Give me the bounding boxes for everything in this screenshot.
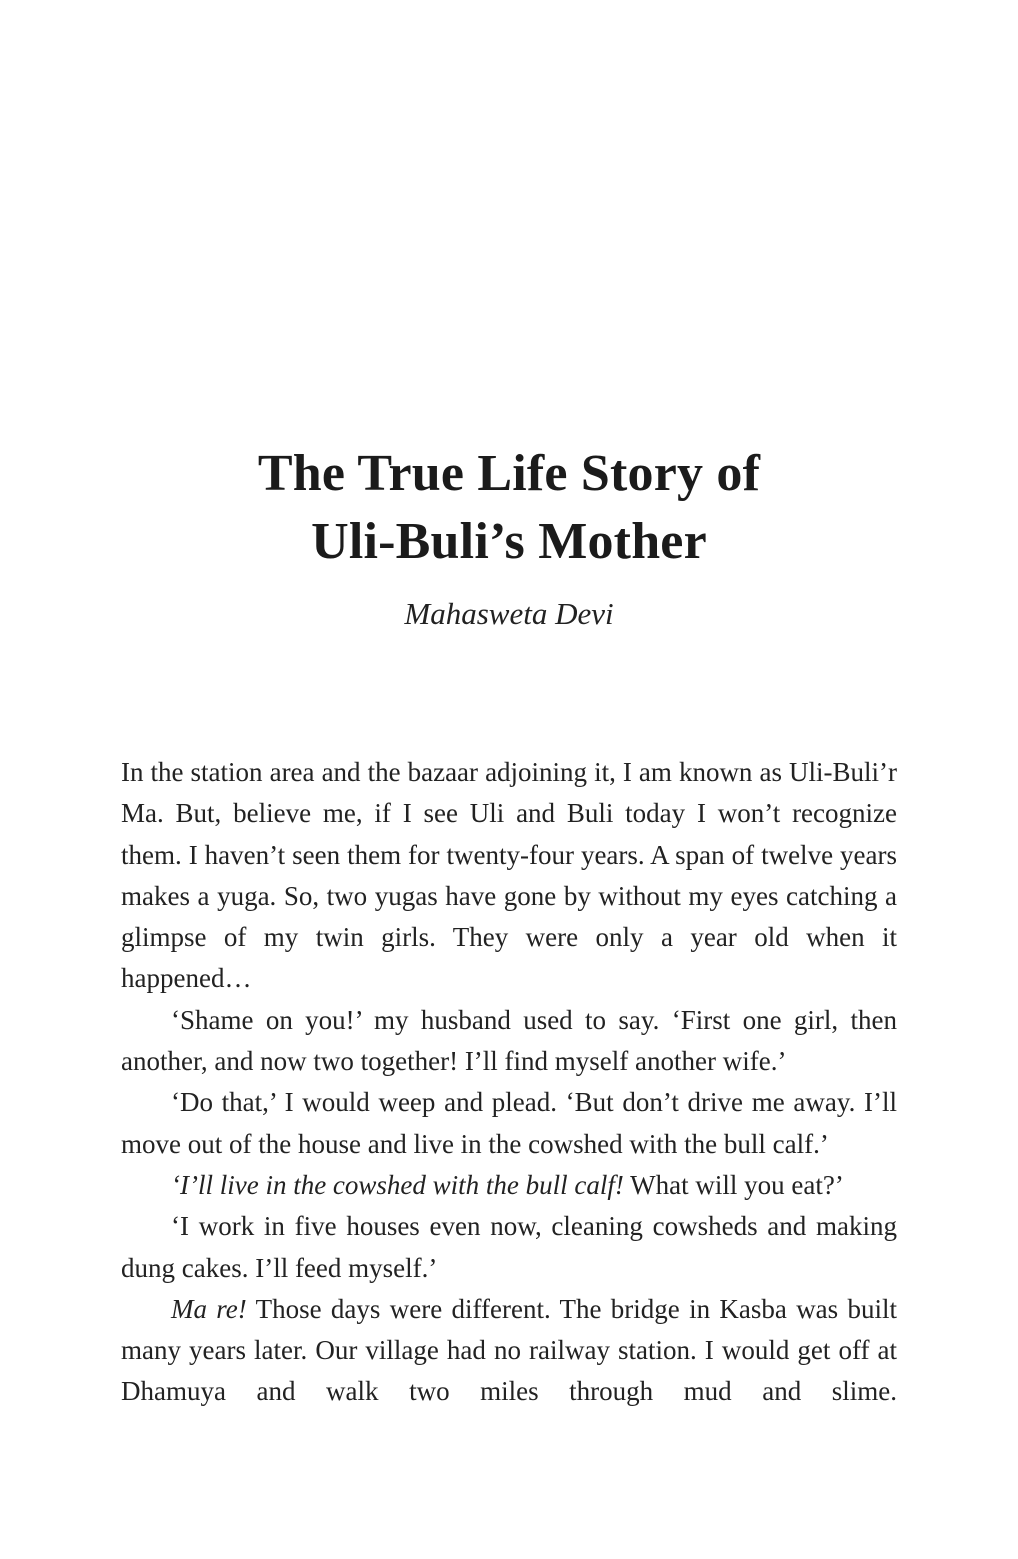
paragraph-3 [121, 1082, 897, 1165]
paragraph-4-text: What will you eat?’ [623, 1169, 844, 1200]
paragraph-6-text: Those days were different. The bridge in Kasba was built many years later. Our village had no railway station. I would get off at Dhamuya and walk two miles through mud and slime. [121, 1293, 897, 1407]
paragraph-5 [121, 1206, 897, 1289]
chapter-title [0, 440, 1018, 576]
author-name: Mahasweta Devi [404, 596, 614, 631]
paragraph-2-text: ‘Shame on you!’ my husband used to say. ‘First one girl, then another, and now two together! I’ll find myself another wife.’ [121, 1004, 897, 1077]
story-body [121, 752, 897, 1413]
paragraph-4 [121, 1165, 897, 1206]
chapter-title-line-1: The True Life Story of [257, 445, 761, 502]
paragraph-4-italic: ‘I’ll live in the cowshed with the bull calf! [171, 1169, 624, 1200]
paragraph-6-italic: Ma re! [171, 1293, 247, 1324]
chapter-title-line-2: Uli-Buli’s Mother [311, 513, 707, 570]
paragraph-5-text: ‘I work in five houses even now, cleaning cowsheds and making dung cakes. I’ll feed myself.’ [121, 1211, 897, 1283]
paragraph-2 [121, 1000, 897, 1083]
paragraph-6 [121, 1289, 897, 1413]
paragraph-1 [121, 752, 897, 1000]
paragraph-3-text: ‘Do that,’ I would weep and plead. ‘But don’t drive me away. I’ll move out of the house and live in the cowshed with the bull calf.’ [121, 1087, 897, 1159]
paragraph-1-text: In the station area and the bazaar adjoining it, I am known as Uli-Buli’r Ma. But, believe me, if I see Uli and Buli today I won’t recognize them. I haven’t seen them for twenty-four years. A span of twelve years makes a yuga. So, two yugas have gone by without my eyes catching a glimpse of my twin girls. They were only a year old when it happened… [121, 757, 897, 994]
